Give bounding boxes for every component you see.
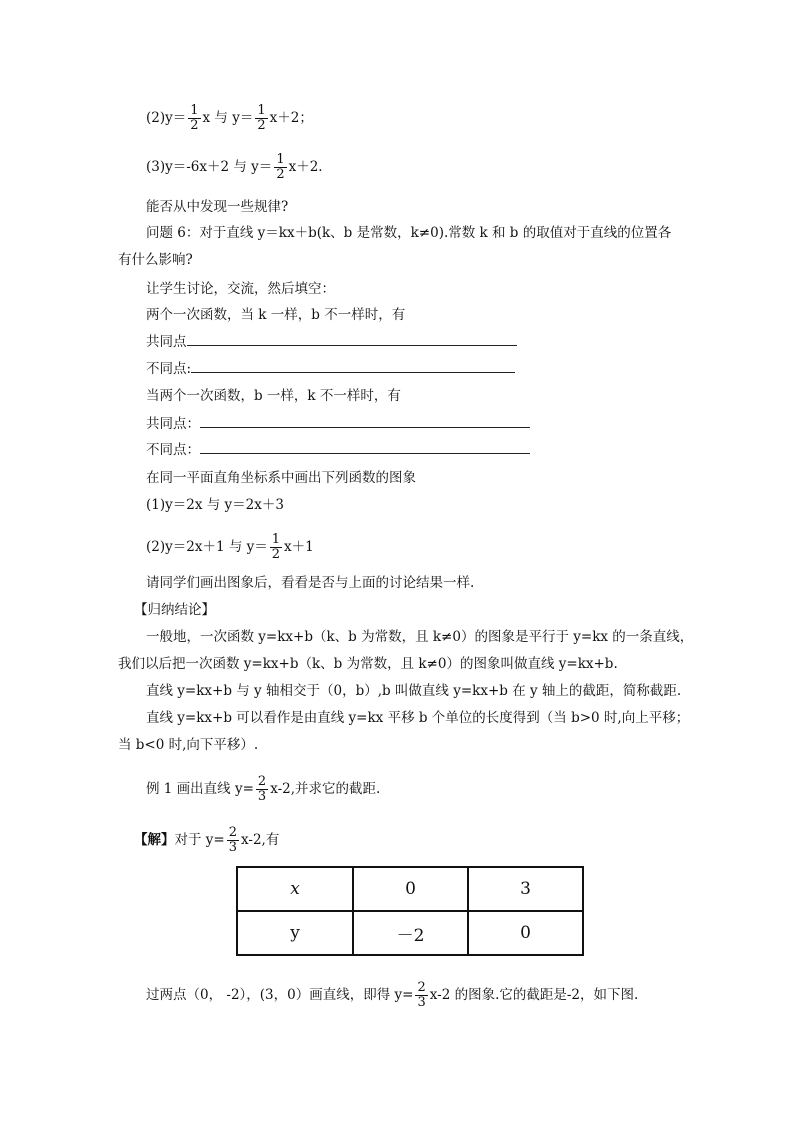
text: x＋2.: [288, 159, 323, 175]
text: x-2,有: [241, 832, 280, 848]
numerator: 1: [257, 103, 266, 118]
diff-point-1: [146, 360, 515, 378]
text: 对于 y=: [174, 832, 225, 848]
table-cell: 0: [353, 867, 468, 911]
text: (3)y＝-6x＋2 与 y＝: [146, 159, 273, 175]
numerator: 2: [257, 774, 267, 789]
compare-item-2: [146, 104, 313, 133]
same-b-prompt: 当两个一次函数，b 一样，k 不一样时，有: [146, 388, 401, 404]
check-prompt: 请同学们画出图象后，看看是否与上面的讨论结果一样.: [146, 575, 475, 591]
discuss-prompt: 让学生讨论，交流，然后填空：: [146, 281, 335, 297]
fill-blank[interactable]: [200, 441, 530, 454]
numerator: 2: [417, 980, 426, 995]
text: 过两点（0， -2），(3，0）画直线，即得 y=: [146, 987, 414, 1003]
draw-item-1: (1)y＝2x 与 y＝2x＋3: [146, 497, 284, 513]
conclusion-2: 直线 y=kx+b 与 y 轴相交于（0，b）,b 叫做直线 y=kx+b 在 y 轴上的截距，简称截距.: [146, 683, 682, 699]
conclusion-1-line-2: 我们以后把一次函数 y=kx+b（k、b 为常数，且 k≠0）的图象叫做直线 y=kx+b.: [118, 656, 618, 672]
text: 例 1 画出直线 y=: [146, 781, 254, 797]
denominator: 2: [257, 118, 266, 133]
common-point-1: [146, 333, 517, 351]
numerator: 1: [271, 532, 281, 547]
example-1: [146, 775, 380, 804]
text: x＋1: [284, 539, 314, 555]
solution: [134, 826, 279, 855]
table-row: [237, 911, 583, 955]
value-table: [236, 866, 584, 956]
fraction: [188, 104, 200, 133]
common-point-2: [146, 415, 530, 433]
question-6-line-2: 有什么影响?: [118, 252, 193, 268]
conclusion-heading: 【归纳结论】: [134, 602, 215, 618]
numerator: 1: [190, 103, 199, 118]
denominator: 2: [190, 118, 199, 133]
fill-blank[interactable]: [187, 333, 517, 346]
table-cell: y: [237, 911, 353, 955]
denominator: 3: [257, 789, 267, 804]
fill-blank[interactable]: [200, 415, 530, 428]
text: (2)y＝: [146, 110, 187, 126]
fraction: [227, 826, 239, 855]
table-cell: 3: [468, 867, 583, 911]
diff-point-2: [146, 441, 530, 459]
conclusion-3-line-2: 当 b<0 时,向下平移）.: [118, 737, 259, 753]
label: 不同点:: [146, 361, 192, 377]
fraction: [270, 533, 282, 562]
draw-item-2: [146, 533, 314, 562]
text: x-2 的图象.它的截距是-2，如下图.: [429, 987, 639, 1003]
conclusion-1-line-1: 一般地，一次函数 y=kx+b（k、b 为常数，且 k≠0）的图象是平行于 y=kx 的一条直线，: [146, 629, 694, 645]
fill-blank[interactable]: [191, 360, 515, 373]
label: 共同点: [146, 334, 187, 350]
text: x＋2；: [269, 110, 313, 126]
numerator: 1: [276, 152, 285, 167]
table-cell: x: [237, 867, 353, 911]
label: 共同点：: [146, 416, 200, 432]
denominator: 2: [271, 547, 281, 562]
denominator: 3: [228, 840, 238, 855]
denominator: 3: [417, 995, 426, 1010]
solution-heading: 【解】: [134, 832, 175, 848]
text: x-2,并求它的截距.: [270, 781, 381, 797]
conclusion-3-line-1: 直线 y=kx+b 可以看作是由直线 y=kx 平移 b 个单位的长度得到（当 b>0 时,向上平移；: [146, 710, 690, 726]
fraction: [255, 104, 267, 133]
draw-prompt: 在同一平面直角坐标系中画出下列函数的图象: [146, 470, 416, 486]
final-statement: [146, 981, 638, 1010]
text: (2)y＝2x＋1 与 y＝: [146, 539, 268, 555]
numerator: 2: [228, 825, 238, 840]
table-cell: 0: [468, 911, 583, 955]
fraction: [256, 775, 268, 804]
fraction: [274, 153, 286, 182]
question-6-line-1: 问题 6：对于直线 y＝kx＋b(k、b 是常数，k≠0).常数 k 和 b 的取值对于直线的位置各: [146, 225, 672, 241]
compare-item-3: [146, 153, 323, 182]
rule-question: 能否从中发现一些规律?: [146, 199, 289, 215]
table-row: [237, 867, 583, 911]
label: 不同点：: [146, 442, 200, 458]
table-cell: －2: [353, 911, 468, 955]
same-k-prompt: 两个一次函数，当 k 一样，b 不一样时，有: [146, 307, 406, 323]
fraction: [415, 981, 427, 1010]
denominator: 2: [276, 167, 285, 182]
text: x 与 y＝: [202, 110, 254, 126]
